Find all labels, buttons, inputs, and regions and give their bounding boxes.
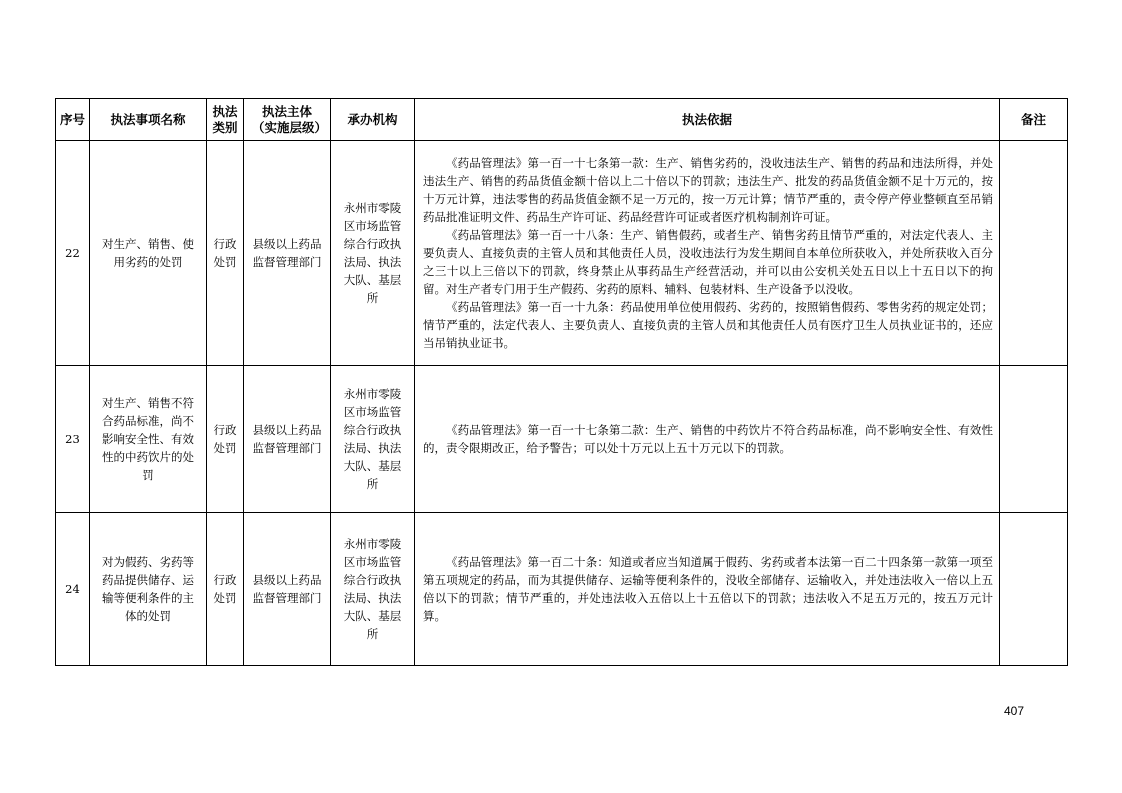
cell-remark <box>1000 366 1068 513</box>
table-row <box>56 366 1068 513</box>
cell-seq: 24 <box>56 513 90 666</box>
basis-paragraph: 《药品管理法》第一百一十八条：生产、销售假药，或者生产、销售劣药且情节严重的，对法定代表人、主要负责人、直接负责的主管人员和其他责任人员，没收违法行为发生期间自本单位所获收入，并处所获收入百分之三十以上三倍以下的罚款，终身禁止从事药品生产经营活动，并可以由公安机关处五日以上十五日以下的拘留。对生产者专门用于生产假药、劣药的原料、辅料、包装材料、生产设备予以没收。 <box>423 228 993 296</box>
cell-agency: 永州市零陵区市场监管综合行政执法局、执法大队、基层所 <box>331 141 415 366</box>
cell-item: 对生产、销售、使用劣药的处罚 <box>90 141 207 366</box>
page-number: 407 <box>1004 704 1025 718</box>
cell-category: 行政处罚 <box>207 141 244 366</box>
header-seq: 序号 <box>56 99 90 141</box>
header-agency: 承办机构 <box>331 99 415 141</box>
table-header-row <box>56 99 1068 141</box>
table-row <box>56 141 1068 366</box>
cell-remark <box>1000 513 1068 666</box>
cell-subject: 县级以上药品监督管理部门 <box>244 366 331 513</box>
cell-item: 对生产、销售不符合药品标准，尚不影响安全性、有效性的中药饮片的处罚 <box>90 366 207 513</box>
cell-category: 行政处罚 <box>207 366 244 513</box>
cell-category: 行政处罚 <box>207 513 244 666</box>
enforcement-table <box>55 98 1068 666</box>
header-category: 执法类别 <box>207 99 244 141</box>
cell-agency: 永州市零陵区市场监管综合行政执法局、执法大队、基层所 <box>331 366 415 513</box>
cell-subject: 县级以上药品监督管理部门 <box>244 513 331 666</box>
header-remark: 备注 <box>1000 99 1068 141</box>
basis-paragraph: 《药品管理法》第一百一十七条第二款：生产、销售的中药饮片不符合药品标准，尚不影响安全性、有效性的，责令限期改正，给予警告；可以处十万元以上五十万元以下的罚款。 <box>423 423 993 455</box>
header-item: 执法事项名称 <box>90 99 207 141</box>
table-row <box>56 513 1068 666</box>
cell-agency: 永州市零陵区市场监管综合行政执法局、执法大队、基层所 <box>331 513 415 666</box>
basis-paragraph: 《药品管理法》第一百一十七条第一款：生产、销售劣药的，没收违法生产、销售的药品和违法所得，并处违法生产、销售的药品货值金额十倍以上二十倍以下的罚款；违法生产、批发的药品货值金额不足十万元的，按十万元计算，违法零售的药品货值金额不足一万元的，按一万元计算；情节严重的，责令停产停业整顿直至吊销药品批准证明文件、药品生产许可证、药品经营许可证或者医疗机构制剂许可证。 <box>423 156 993 224</box>
header-basis: 执法依据 <box>415 99 1000 141</box>
cell-seq: 22 <box>56 141 90 366</box>
cell-basis <box>415 366 1000 513</box>
cell-basis <box>415 141 1000 366</box>
basis-paragraph: 《药品管理法》第一百二十条：知道或者应当知道属于假药、劣药或者本法第一百二十四条第一款第一项至第五项规定的药品，而为其提供储存、运输等便利条件的，没收全部储存、运输收入，并处违法收入一倍以上五倍以下的罚款；情节严重的，并处违法收入五倍以上十五倍以下的罚款；违法收入不足五万元的，按五万元计算。 <box>423 555 993 623</box>
basis-paragraph: 《药品管理法》第一百一十九条：药品使用单位使用假药、劣药的，按照销售假药、零售劣药的规定处罚；情节严重的，法定代表人、主要负责人、直接负责的主管人员和其他责任人员有医疗卫生人员执业证书的，还应当吊销执业证书。 <box>423 300 993 350</box>
cell-seq: 23 <box>56 366 90 513</box>
cell-item: 对为假药、劣药等药品提供储存、运输等便利条件的主体的处罚 <box>90 513 207 666</box>
cell-basis <box>415 513 1000 666</box>
cell-remark <box>1000 141 1068 366</box>
header-subject: 执法主体（实施层级） <box>244 99 331 141</box>
cell-subject: 县级以上药品监督管理部门 <box>244 141 331 366</box>
